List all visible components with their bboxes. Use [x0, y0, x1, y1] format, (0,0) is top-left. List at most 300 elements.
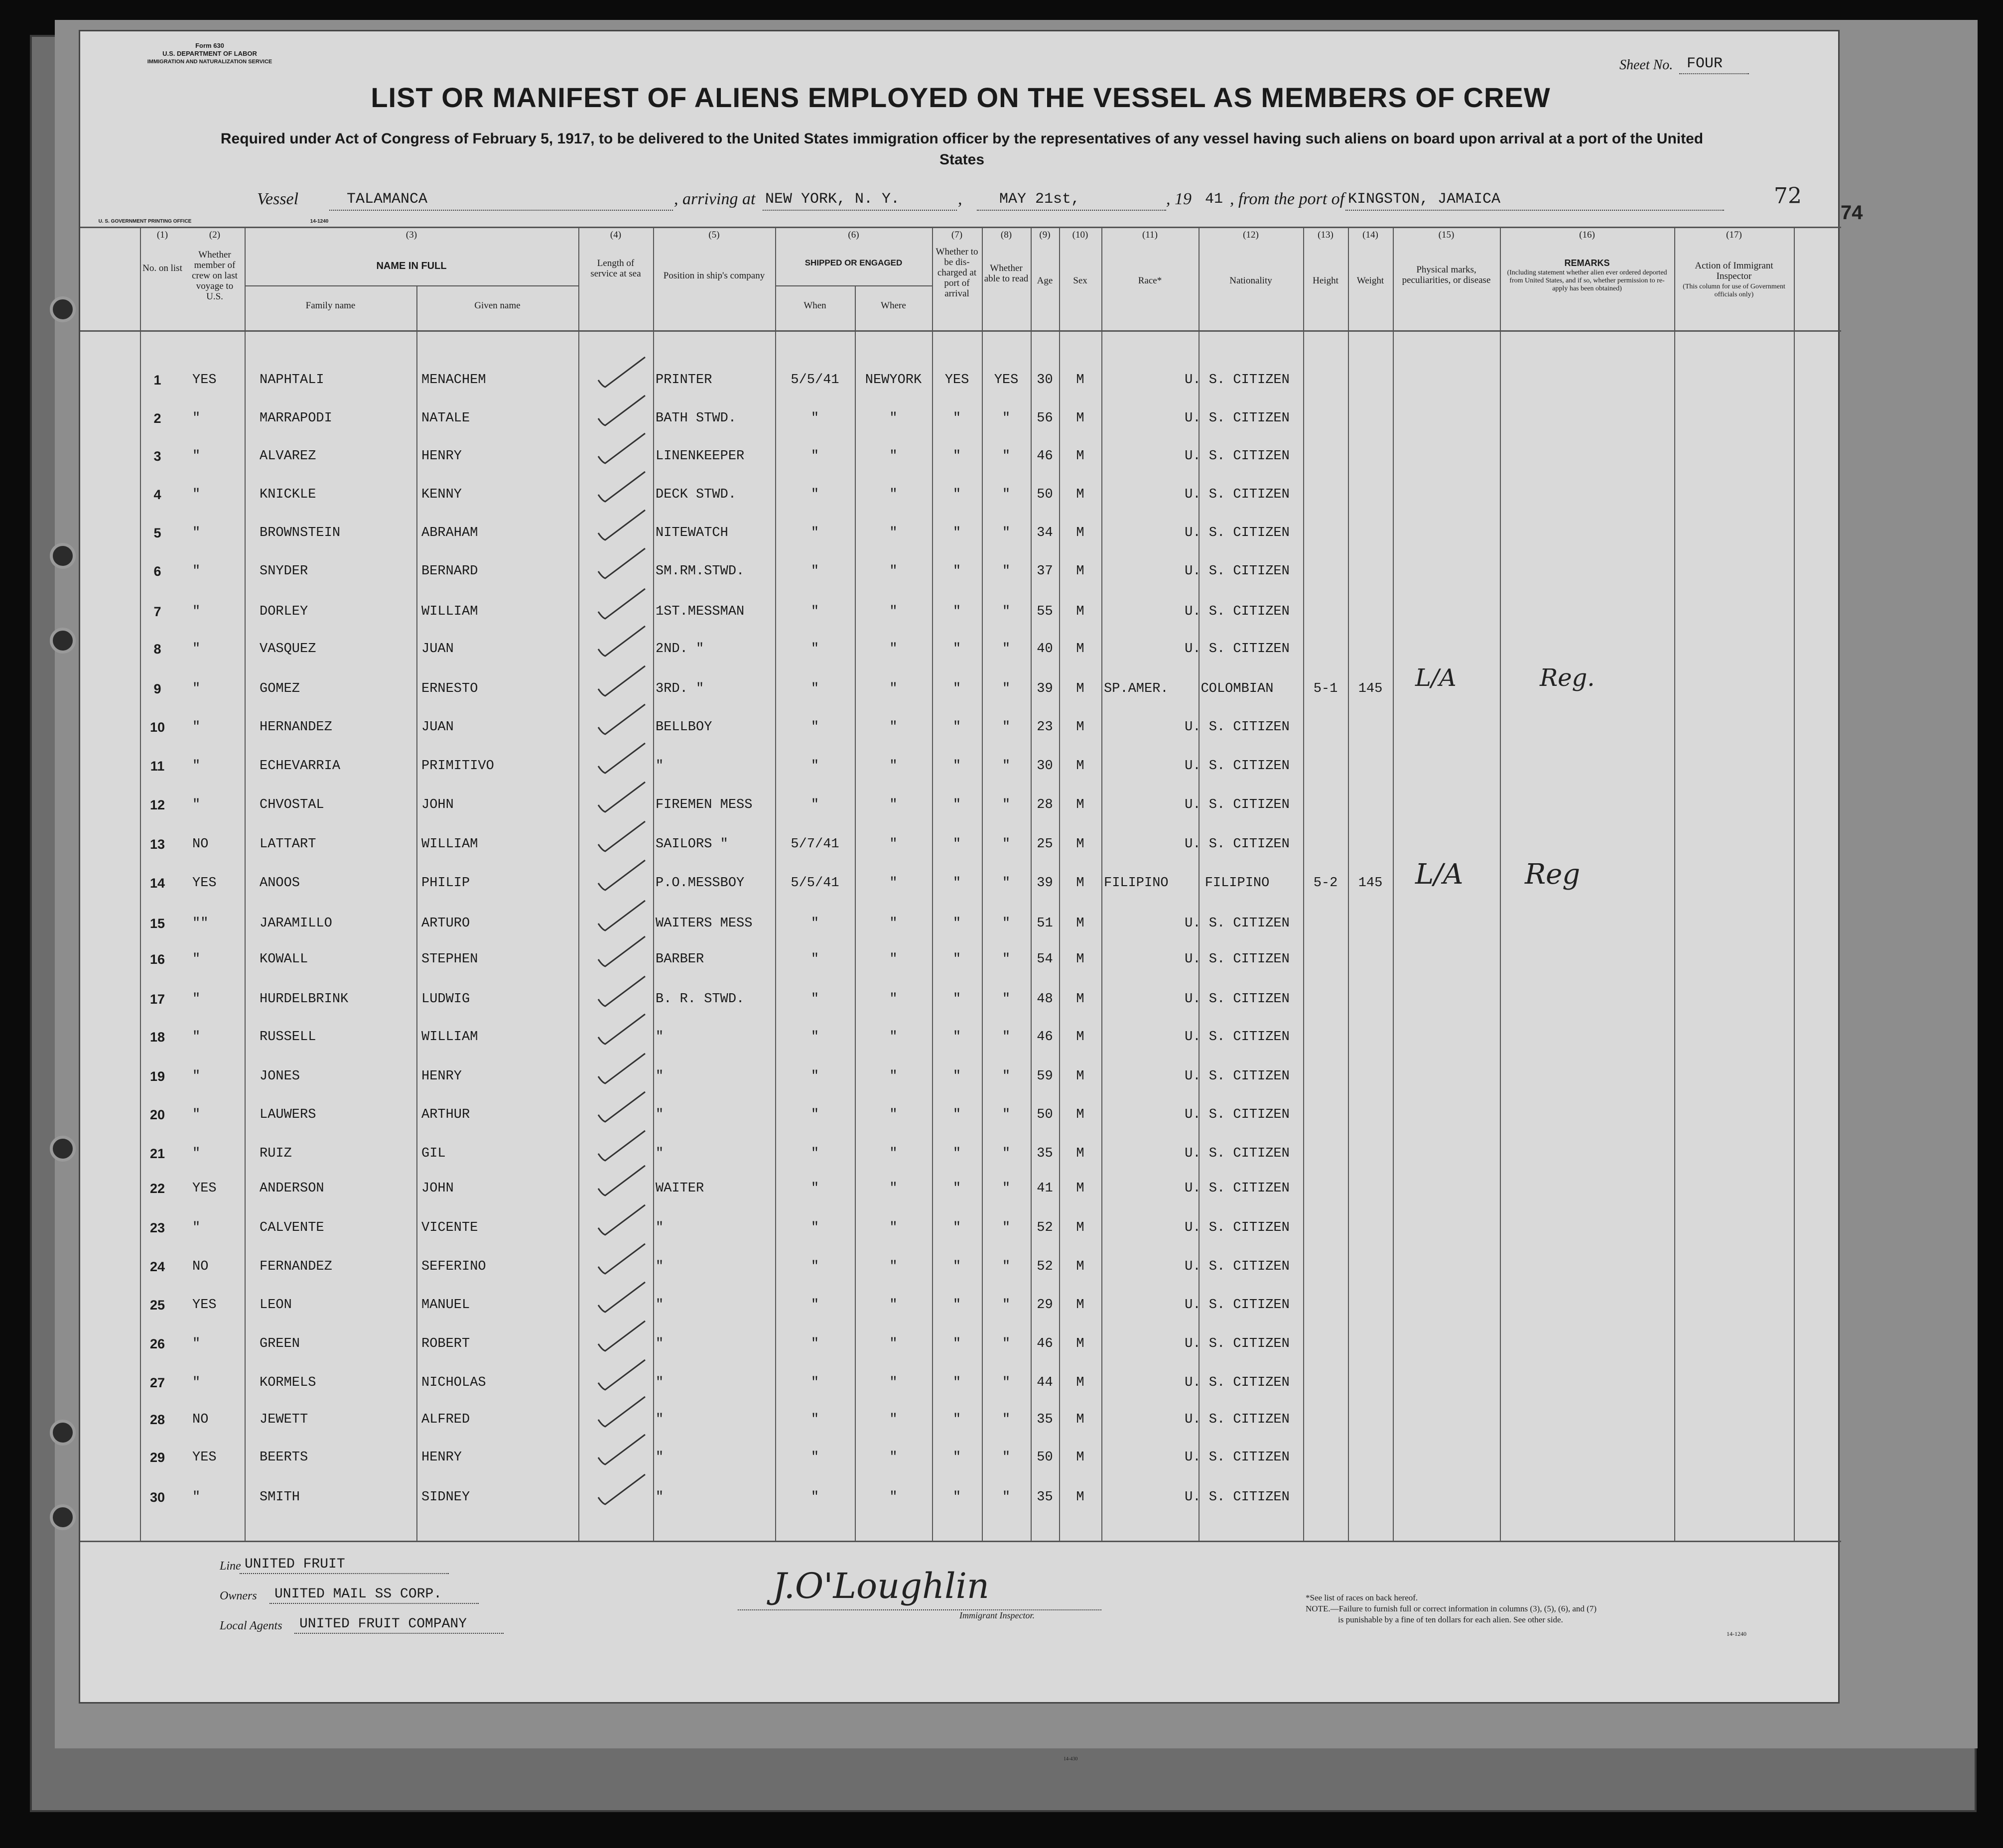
check-mark [598, 396, 645, 425]
agents-underline [294, 1633, 504, 1634]
cell-sex: M [1076, 1107, 1084, 1122]
binder-hole [50, 1504, 76, 1530]
cell-read: " [1002, 1030, 1011, 1045]
cell-when: " [810, 604, 819, 619]
cell-where: " [889, 1412, 898, 1427]
year-prefix: , 19 [1166, 190, 1192, 208]
row-number: 11 [150, 759, 165, 774]
cell-where: " [889, 1181, 898, 1196]
margin-number: 74 [1841, 202, 1863, 224]
cell-family: HURDELBRINK [260, 992, 349, 1007]
cell-nat: U. S. CITIZEN [1185, 720, 1290, 735]
cell-sex: M [1076, 916, 1084, 931]
table-top-rule [80, 227, 1841, 228]
row-number: 16 [149, 952, 165, 967]
cell-family: HERNANDEZ [260, 720, 332, 735]
cell-family: JEWETT [260, 1412, 308, 1427]
cell-dis: " [952, 759, 961, 774]
row-number: 5 [153, 526, 161, 540]
cell-dis: " [952, 449, 961, 464]
cell-nat: U. S. CITIZEN [1185, 1181, 1290, 1196]
cell-prev: YES [192, 876, 217, 891]
cell-when: " [810, 797, 819, 812]
name-subrule [245, 285, 578, 286]
check-mark [598, 743, 645, 773]
col-number: (17) [1726, 230, 1742, 240]
cell-given: ALFRED [421, 1412, 470, 1427]
header-read: Whether able to read [984, 263, 1029, 284]
cell-pos: NITEWATCH [656, 526, 728, 540]
cell-age: 50 [1037, 1450, 1053, 1465]
cell-dis: " [952, 916, 961, 931]
cell-age: 30 [1037, 373, 1053, 388]
penalty-note-2: is punishable by a fine of ten dollars for each alien. See other side. [1338, 1615, 1563, 1624]
check-mark [598, 1166, 645, 1195]
cell-age: 48 [1037, 992, 1053, 1007]
cell-prev: " [192, 992, 201, 1007]
cell-where: " [889, 1450, 898, 1465]
cell-nat: U. S. CITIZEN [1185, 797, 1290, 812]
cell-age: 52 [1037, 1220, 1053, 1235]
cell-prev: " [192, 1146, 201, 1161]
check-mark [598, 1397, 645, 1427]
cell-where: " [889, 759, 898, 774]
check-mark [598, 782, 645, 812]
cell-where: " [889, 797, 898, 812]
cell-pos: " [656, 1412, 664, 1427]
cell-nat: U. S. CITIZEN [1185, 373, 1290, 388]
cell-age: 54 [1037, 952, 1053, 967]
shipped-subrule [775, 285, 932, 286]
cell-when: " [810, 681, 819, 696]
check-mark [598, 901, 645, 930]
cell-given: GIL [421, 1146, 446, 1161]
cell-sex: M [1076, 604, 1084, 619]
col-number: (5) [708, 230, 720, 240]
cell-prev: " [192, 1336, 201, 1351]
table-bottom-rule [80, 1541, 1841, 1542]
cell-family: ANOOS [260, 876, 300, 891]
cell-prev: YES [192, 1450, 217, 1465]
cell-nat: U. S. CITIZEN [1185, 604, 1290, 619]
owners-value: UNITED MAIL SS CORP. [274, 1586, 442, 1602]
cell-nat: U. S. CITIZEN [1185, 1069, 1290, 1084]
cell-when: " [810, 759, 819, 774]
cell-pos: 1ST.MESSMAN [656, 604, 745, 619]
cell-read: YES [994, 373, 1019, 388]
line-underline [240, 1573, 449, 1574]
check-mark [598, 1244, 645, 1274]
row-number: 8 [153, 642, 161, 657]
cell-dis: " [952, 564, 961, 579]
col-divider [416, 285, 417, 1541]
cell-dis: " [952, 487, 961, 502]
cell-sex: M [1076, 1220, 1084, 1235]
cell-age: 29 [1037, 1298, 1053, 1313]
col-number: (10) [1072, 230, 1088, 240]
cell-where: " [889, 1336, 898, 1351]
arriving-label: , arriving at [674, 190, 756, 208]
cell-prev: " [192, 449, 201, 464]
cell-pos: P.O.MESSBOY [656, 876, 745, 891]
cell-nat: U. S. CITIZEN [1185, 564, 1290, 579]
cell-sex: M [1076, 1259, 1084, 1274]
cell-where: " [889, 837, 898, 852]
cell-nat: U. S. CITIZEN [1185, 1298, 1290, 1313]
row-number: 15 [149, 916, 165, 931]
cell-age: 35 [1037, 1146, 1053, 1161]
cell-dis: " [952, 681, 961, 696]
cell-family: NAPHTALI [260, 373, 324, 388]
cell-where: " [889, 564, 898, 579]
cell-pos: PRINTER [656, 373, 712, 388]
cell-prev: " [192, 1220, 201, 1235]
cell-sex: M [1076, 1298, 1084, 1313]
cell-nat: U. S. CITIZEN [1185, 1107, 1290, 1122]
cell-prev: "" [192, 916, 209, 931]
row-number: 17 [149, 992, 165, 1007]
cell-when: " [810, 1336, 819, 1351]
col-number: (11) [1142, 230, 1158, 240]
cell-read: " [1002, 449, 1011, 464]
cell-pos: " [656, 1146, 664, 1161]
check-mark [598, 821, 645, 851]
cell-given: ABRAHAM [421, 526, 478, 540]
binder-hole [50, 1136, 76, 1162]
cell-family: BROWNSTEIN [260, 526, 341, 540]
cell-given: JOHN [421, 797, 454, 812]
cell-dis: " [952, 720, 961, 735]
cell-sex: M [1076, 449, 1084, 464]
cell-dis: " [952, 797, 961, 812]
row-number: 3 [153, 449, 161, 464]
cell-when: 5/5/41 [791, 373, 839, 388]
page-number: 72 [1774, 183, 1802, 209]
cell-sex: M [1076, 952, 1084, 967]
cell-family: LEON [260, 1298, 292, 1313]
row-number: 9 [153, 681, 161, 696]
cell-sex: M [1076, 1375, 1084, 1390]
agents-label: Local Agents [220, 1619, 282, 1632]
cell-family: DORLEY [260, 604, 308, 619]
row-number: 2 [153, 411, 161, 426]
cell-given: MENACHEM [421, 373, 486, 388]
cell-nat: U. S. CITIZEN [1185, 411, 1290, 426]
col-number: (15) [1438, 230, 1455, 240]
cell-where: " [889, 1298, 898, 1313]
cell-nat: U. S. CITIZEN [1185, 992, 1290, 1007]
cell-sex: M [1076, 1450, 1084, 1465]
cell-nat: COLOMBIAN [1201, 681, 1274, 696]
cell-family: RUSSELL [260, 1030, 316, 1045]
cell-sex: M [1076, 759, 1084, 774]
cell-given: PHILIP [421, 876, 470, 891]
inspector-label: Immigrant Inspector. [959, 1610, 1035, 1620]
row-number: 14 [149, 876, 165, 891]
row-number: 4 [153, 487, 161, 502]
cell-age: 25 [1037, 837, 1053, 852]
cell-family: JARAMILLO [260, 916, 332, 931]
cell-given: BERNARD [421, 564, 478, 579]
check-mark [598, 1474, 645, 1504]
cell-given: WILLIAM [421, 604, 478, 619]
header-sex: Sex [1073, 275, 1087, 286]
col-number: (9) [1039, 230, 1051, 240]
row-number: 27 [149, 1375, 165, 1390]
cell-where: " [889, 526, 898, 540]
cell-age: 39 [1037, 876, 1053, 891]
header-physical: Physical marks, peculiarities, or disease [1402, 264, 1491, 285]
cell-given: HENRY [421, 449, 462, 464]
col-divider [1500, 228, 1501, 1541]
cell-where: NEWYORK [865, 373, 922, 388]
cell-where: " [889, 411, 898, 426]
check-mark [598, 1054, 645, 1083]
cell-age: 40 [1037, 642, 1053, 657]
cell-where: " [889, 720, 898, 735]
cell-given: VICENTE [421, 1220, 478, 1235]
cell-age: 55 [1037, 604, 1053, 619]
date-sep: , [958, 190, 962, 208]
cell-read: " [1002, 1336, 1011, 1351]
cell-prev: " [192, 526, 201, 540]
check-mark [598, 1321, 645, 1351]
remarks-annotation-row14: Reg [1525, 858, 1581, 891]
col-divider [1674, 228, 1675, 1541]
vessel-underline [329, 210, 673, 211]
cell-prev: " [192, 759, 201, 774]
cell-pos: WAITER [656, 1181, 704, 1196]
cell-where: " [889, 1259, 898, 1274]
row-number: 19 [149, 1069, 165, 1084]
row-number: 21 [149, 1146, 165, 1161]
cell-when: " [810, 1375, 819, 1390]
row-number: 6 [153, 564, 161, 579]
cell-when: " [810, 411, 819, 426]
cell-when: " [810, 487, 819, 502]
cell-when: " [810, 1030, 819, 1045]
cell-sex: M [1076, 373, 1084, 388]
sheet-label: Sheet No. [1619, 57, 1673, 73]
check-mark [598, 1131, 645, 1161]
cell-pos: " [656, 1450, 664, 1465]
sheet-underline [1679, 73, 1749, 74]
cell-given: MANUEL [421, 1298, 470, 1313]
cell-read: " [1002, 487, 1011, 502]
cell-pos: 2ND. " [656, 642, 704, 657]
cell-when: " [810, 1298, 819, 1313]
header-position: Position in ship's company [663, 270, 765, 281]
cell-where: " [889, 487, 898, 502]
cell-age: 56 [1037, 411, 1053, 426]
cell-when: " [810, 1069, 819, 1084]
vessel-name: TALAMANCA [347, 191, 428, 208]
cell-prev: " [192, 604, 201, 619]
cell-when: " [810, 1412, 819, 1427]
header-discharged: Whether to be dis-charged at port of arrival [935, 247, 978, 299]
header-height: Height [1313, 275, 1338, 286]
cell-read: " [1002, 992, 1011, 1007]
col-number: (1) [156, 230, 168, 240]
cell-when: " [810, 526, 819, 540]
cell-sex: M [1076, 526, 1084, 540]
row-number: 28 [149, 1412, 165, 1427]
cell-dis: " [952, 1375, 961, 1390]
service-check-marks [578, 340, 658, 1561]
arriving-underline [763, 210, 957, 211]
cell-given: JUAN [421, 642, 454, 657]
cell-given: STEPHEN [421, 952, 478, 967]
cell-pos: SAILORS " [656, 837, 728, 852]
bottom-code: 14-430 [1064, 1756, 1078, 1762]
cell-nat: U. S. CITIZEN [1185, 1259, 1290, 1274]
cell-dis: YES [944, 373, 969, 388]
cell-age: 59 [1037, 1069, 1053, 1084]
penalty-note-1: NOTE.—Failure to furnish full or correct information in columns (3), (5), (6), and (7) [1306, 1604, 1597, 1613]
header-action-sub: (This column for use of Government officials only) [1683, 283, 1785, 298]
row-number: 26 [149, 1336, 165, 1351]
cell-family: LATTART [260, 837, 316, 852]
cell-family: KORMELS [260, 1375, 316, 1390]
year-suffix: 41 [1205, 191, 1223, 208]
cell-age: 35 [1037, 1412, 1053, 1427]
header-when: When [803, 300, 826, 311]
cell-read: " [1002, 604, 1011, 619]
cell-pos: DECK STWD. [656, 487, 737, 502]
binder-hole [50, 543, 76, 569]
check-mark [598, 626, 645, 656]
row-number: 1 [153, 373, 161, 388]
cell-sex: M [1076, 876, 1084, 891]
cell-dis: " [952, 952, 961, 967]
cell-pos: " [656, 1375, 664, 1390]
header-name-in-full: NAME IN FULL [376, 261, 447, 271]
col-number: (6) [848, 230, 859, 240]
cell-sex: M [1076, 837, 1084, 852]
cell-race: SP.AMER. [1104, 681, 1169, 696]
cell-dis: " [952, 876, 961, 891]
header-family-name: Family name [305, 300, 356, 311]
check-mark [598, 1205, 645, 1235]
cell-given: NICHOLAS [421, 1375, 486, 1390]
row-number: 18 [149, 1030, 165, 1045]
cell-read: " [1002, 1146, 1011, 1161]
cell-where: " [889, 1069, 898, 1084]
cell-read: " [1002, 1181, 1011, 1196]
cell-family: KNICKLE [260, 487, 316, 502]
binder-hole [50, 1420, 76, 1446]
cell-when: " [810, 1259, 819, 1274]
cell-read: " [1002, 564, 1011, 579]
cell-read: " [1002, 1259, 1011, 1274]
cell-pos: " [656, 759, 664, 774]
cell-nat: U. S. CITIZEN [1185, 487, 1290, 502]
vessel-label: Vessel [257, 190, 299, 208]
cell-prev: " [192, 1375, 201, 1390]
cell-read: " [1002, 759, 1011, 774]
row-number: 10 [149, 720, 165, 735]
cell-sex: M [1076, 797, 1084, 812]
cell-pos: WAITERS MESS [656, 916, 753, 931]
cell-when: " [810, 1181, 819, 1196]
cell-dis: " [952, 1259, 961, 1274]
cell-where: " [889, 916, 898, 931]
cell-age: 50 [1037, 487, 1053, 502]
cell-sex: M [1076, 1181, 1084, 1196]
cell-pos: B. R. STWD. [656, 992, 745, 1007]
cell-family: VASQUEZ [260, 642, 316, 657]
check-mark [598, 510, 645, 540]
cell-read: " [1002, 1412, 1011, 1427]
cell-read: " [1002, 797, 1011, 812]
cell-given: ROBERT [421, 1336, 470, 1351]
arrival-date: MAY 21st, [999, 191, 1080, 208]
cell-where: " [889, 642, 898, 657]
line-label: Line [220, 1560, 241, 1573]
cell-age: 37 [1037, 564, 1053, 579]
cell-weight: 145 [1358, 681, 1383, 696]
header-remarks-sub: (Including statement whether alien ever ordered deported from United States, and if so, whether permission to re-apply has been obtained) [1507, 269, 1667, 292]
cell-family: ECHEVARRIA [260, 759, 341, 774]
header-given-name: Given name [474, 300, 521, 311]
from-port: KINGSTON, JAMAICA [1348, 191, 1501, 208]
cell-where: " [889, 1107, 898, 1122]
cell-prev: " [192, 487, 201, 502]
col-number: (16) [1579, 230, 1595, 240]
cell-read: " [1002, 411, 1011, 426]
cell-pos: BELLBOY [656, 720, 712, 735]
cell-family: GREEN [260, 1336, 300, 1351]
cell-family: RUIZ [260, 1146, 292, 1161]
check-mark [598, 1092, 645, 1122]
cell-dis: " [952, 1181, 961, 1196]
col-number: (14) [1362, 230, 1378, 240]
cell-prev: " [192, 1107, 201, 1122]
cell-age: 41 [1037, 1181, 1053, 1196]
cell-pos: " [656, 1220, 664, 1235]
cell-age: 23 [1037, 720, 1053, 735]
cell-read: " [1002, 1450, 1011, 1465]
cell-pos: " [656, 1259, 664, 1274]
cell-dis: " [952, 1450, 961, 1465]
cell-sex: M [1076, 1336, 1084, 1351]
cell-nat: U. S. CITIZEN [1185, 1146, 1290, 1161]
col-number: (7) [951, 230, 963, 240]
cell-race: FILIPINO [1104, 876, 1169, 891]
cell-where: " [889, 681, 898, 696]
form-title: LIST OR MANIFEST OF ALIENS EMPLOYED ON THE VESSEL AS MEMBERS OF CREW [371, 82, 1551, 113]
cell-given: NATALE [421, 411, 470, 426]
binder-hole [50, 296, 76, 322]
cell-family: FERNANDEZ [260, 1259, 332, 1274]
arriving-port: NEW YORK, N. Y. [765, 191, 900, 208]
cell-where: " [889, 1030, 898, 1045]
cell-given: SIDNEY [421, 1490, 470, 1505]
col-number: (3) [405, 230, 417, 240]
cell-prev: NO [192, 1412, 209, 1427]
row-number: 13 [149, 837, 165, 852]
check-mark [598, 472, 645, 502]
cell-pos: 3RD. " [656, 681, 704, 696]
cell-read: " [1002, 1298, 1011, 1313]
cell-given: LUDWIG [421, 992, 470, 1007]
cell-nat: U. S. CITIZEN [1185, 1336, 1290, 1351]
check-mark [598, 1282, 645, 1312]
header-shipped: SHIPPED OR ENGAGED [804, 258, 903, 267]
cell-when: " [810, 1107, 819, 1122]
cell-height: 5-1 [1313, 681, 1338, 696]
cell-prev: " [192, 1069, 201, 1084]
